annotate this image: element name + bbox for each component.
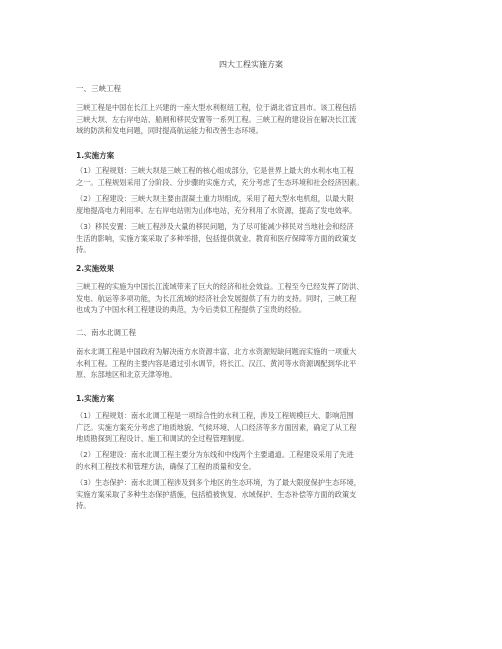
text-line: 也成为了中国水利工程建设的典范，为今后类似工程提供了宝贵的经验。 [76, 305, 307, 314]
section-heading-south-north: 二、南水北调工程 [76, 328, 136, 337]
text-line: （3）移民安置：三峡工程涉及大量的移民问题，为了尽可能减少移民对当地社会和经济 [76, 222, 354, 231]
paragraph-three-gorges-effect [76, 281, 436, 316]
paragraph-south-north-plan-1 [76, 410, 436, 445]
text-line: 三峡大坝、左右岸电站、船闸和移民安置等一系列工程。三峡工程的建设旨在解决长江流 [76, 114, 357, 124]
paragraph-three-gorges-plan-3 [76, 221, 436, 256]
section-heading-three-gorges: 一、三峡工程 [76, 84, 121, 93]
subheading-three-gorges-plan: 1.实施方案 [76, 151, 115, 160]
text-line: 生活的影响，实施方案采取了多种举措，包括提供就业、教育和医疗保障等方面的政策支 [76, 233, 357, 243]
text-line: 发电、航运等多项功能，为长江流域的经济社会发展提供了有力的支持。同时，三峡工程 [76, 293, 357, 303]
text-line: （2）工程建设：南水北调工程主要分为东线和中线两个主要通道。工程建设采用了先进 [76, 450, 354, 459]
text-line: 度地提高电力利用率。左右岸电站则为山体电站，充分利用了水资源，提高了发电效率。 [76, 205, 357, 215]
text-line: 实施方案采取了多种生态保护措施，包括植被恢复、水域保护、生态补偿等方面的政策支 [76, 489, 357, 499]
text-line: 广泛。实施方案充分考虑了地质地貌、气候环境、人口经济等多方面因素，确定了从工程 [76, 422, 357, 432]
subheading-three-gorges-effect: 2.实施效果 [76, 264, 115, 273]
text-line: （2）工程建设：三峡大坝主要由混凝土重力坝组成，采用了超大型水电机组，以最大限 [76, 194, 354, 203]
text-line: 持。 [76, 245, 91, 254]
text-line: 的水利工程技术和管理方法，确保了工程的质量和安全。 [76, 461, 256, 471]
paragraph-three-gorges-intro [76, 102, 436, 137]
paragraph-three-gorges-plan-1 [76, 165, 436, 188]
text-line: 持。 [76, 501, 91, 510]
paragraph-south-north-plan-3 [76, 477, 436, 512]
paragraph-south-north-intro [76, 346, 436, 381]
text-line: 地质勘探到工程设计、施工和调试的全过程管理制度。 [76, 434, 249, 443]
text-line: 原、东部地区和北京天津等地。 [76, 370, 177, 379]
paragraph-three-gorges-plan-2 [76, 193, 436, 216]
subheading-south-north-plan: 1.实施方案 [76, 394, 115, 403]
text-line: 三峡工程的实施为中国长江流域带来了巨大的经济和社会效益。工程至今已经发挥了防洪、 [76, 282, 364, 291]
text-line: 三峡工程是中国在长江上兴建的一座大型水利枢纽工程，位于湖北省宜昌市。该工程包括 [76, 103, 357, 112]
text-line: 域的防洪和发电问题，同时提高航运能力和改善生态环境。 [76, 126, 263, 135]
text-line: 之一。工程规划采用了分阶段、分步骤的实施方式，充分考虑了生态环境和社会经济因素。 [76, 177, 364, 187]
text-line: 南水北调工程是中国政府为解决南方水资源丰富、北方水资源短缺问题而实施的一项重大 [76, 347, 357, 356]
paragraph-south-north-plan-2 [76, 449, 436, 472]
text-line: （3）生态保护：南水北调工程涉及到多个地区的生态环境，为了最大限度保护生态环境， [76, 478, 361, 487]
text-line: （1）工程规划：南水北调工程是一项综合性的水利工程，涉及工程规模巨大、影响范围 [76, 411, 354, 420]
document-title: 四大工程实施方案 [219, 60, 283, 69]
text-line: （1）工程规划：三峡大坝是三峡工程的核心组成部分，它是世界上最大的水利水电工程 [76, 166, 354, 175]
text-line: 水利工程。工程的主要内容是通过引水调节，将长江、汉江、黄河等水资源调配到华北平 [76, 358, 357, 368]
